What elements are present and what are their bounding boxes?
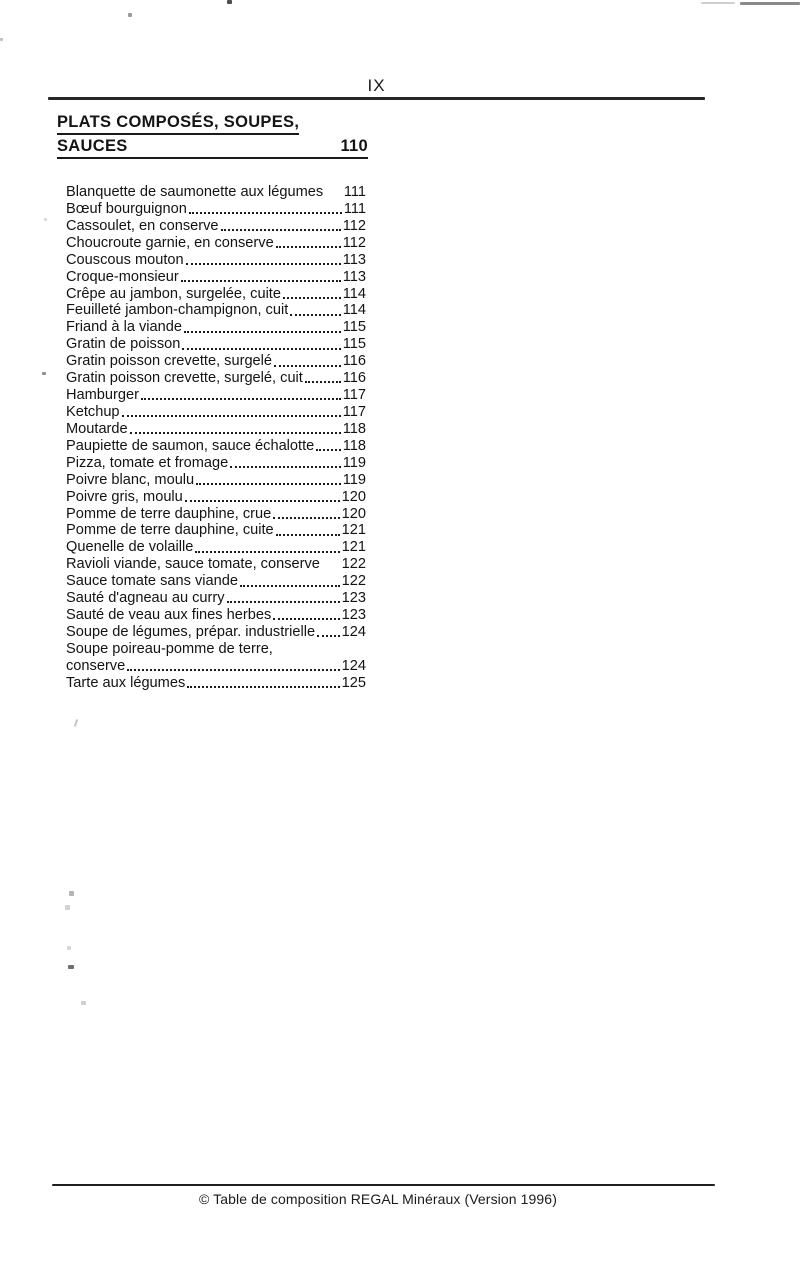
dot-leader: [196, 483, 341, 485]
scan-speck: [67, 946, 71, 950]
toc-entry-page: 121: [341, 539, 366, 556]
dot-leader: [290, 314, 340, 316]
scan-edge-line: [740, 2, 800, 5]
toc-entry-label: Feuilleté jambon-champignon, cuit: [66, 302, 289, 319]
toc-entry-page: 119: [342, 471, 366, 488]
section-title-line2-row: [57, 137, 368, 159]
toc-entry-label: Gratin de poisson: [66, 336, 181, 353]
toc-entry-page: 124: [341, 657, 366, 674]
toc-entry-label: Gratin poisson crevette, surgelé: [66, 353, 273, 370]
scan-speck: [42, 372, 46, 375]
toc-entry-page: 112: [342, 217, 366, 234]
toc-entry: [66, 387, 366, 404]
toc-entry: [66, 641, 366, 658]
toc-entry-label: Poivre gris, moulu: [66, 488, 183, 505]
toc-entry-page: 120: [341, 505, 366, 522]
header-rule: [48, 97, 705, 100]
toc-entry-page: 115: [342, 336, 366, 353]
toc-entry-label: Poivre blanc, moulu: [66, 471, 195, 488]
toc-entry-label: Soupe poireau-pomme de terre,: [66, 640, 273, 657]
toc-entry-label: Gratin poisson crevette, surgelé, cuit: [66, 370, 303, 387]
scan-speck: [68, 965, 74, 969]
toc-entry-label: Crêpe au jambon, surgelée, cuite: [66, 285, 281, 302]
dot-leader: [130, 432, 341, 434]
toc-entry-page: 111: [343, 200, 366, 217]
toc-entry-label: Pomme de terre dauphine, crue: [66, 505, 272, 522]
toc-entry-label: Bœuf bourguignon: [66, 200, 187, 217]
dot-leader: [185, 500, 340, 502]
toc-entry-page: 123: [341, 607, 366, 624]
scan-speck: [74, 719, 78, 727]
scan-speck: [128, 13, 132, 17]
dot-leader: [141, 398, 341, 400]
toc-entry: [66, 539, 366, 556]
toc-entry-page: 115: [342, 319, 366, 336]
toc-entry-label: Ravioli viande, sauce tomate, conserve: [66, 556, 320, 573]
section-title-line1: PLATS COMPOSÉS, SOUPES,: [57, 113, 299, 135]
dot-leader: [276, 246, 341, 248]
toc-entry-label: Soupe de légumes, prépar. industrielle: [66, 623, 316, 640]
dot-leader: [122, 415, 341, 417]
dot-leader: [182, 348, 340, 350]
toc-entry: [66, 218, 366, 235]
toc-entry: [66, 353, 366, 370]
toc-list: [66, 184, 366, 692]
dot-leader: [317, 635, 340, 637]
toc-entry: [66, 522, 366, 539]
section-heading: [57, 113, 368, 159]
toc-entry-page: 112: [342, 234, 366, 251]
toc-entry: [66, 590, 366, 607]
toc-entry-label: Friand à la viande: [66, 319, 183, 336]
toc-entry-label: Croque-monsieur: [66, 268, 179, 285]
toc-entry-label: Hamburger: [66, 387, 139, 404]
dot-leader: [184, 331, 341, 333]
footer-rule: [52, 1184, 715, 1186]
toc-entry: [66, 556, 366, 573]
toc-entry-page: 118: [342, 437, 366, 454]
toc-entry: [66, 201, 366, 218]
dot-leader: [221, 229, 341, 231]
toc-entry-label: Sauce tomate sans viande: [66, 573, 238, 590]
leader-spacer: [323, 184, 344, 201]
toc-entry: [66, 404, 366, 421]
toc-entry-page: 113: [342, 251, 366, 268]
toc-entry-page: 113: [342, 268, 366, 285]
toc-entry-label: Sauté d'agneau au curry: [66, 590, 225, 607]
toc-entry: [66, 269, 366, 286]
dot-leader: [181, 280, 341, 282]
toc-entry-page: 121: [341, 522, 366, 539]
dot-leader: [273, 517, 339, 519]
toc-entry-label: Pomme de terre dauphine, cuite: [66, 522, 274, 539]
toc-entry-page: 116: [342, 353, 366, 370]
dot-leader: [283, 297, 341, 299]
toc-entry-page: 114: [342, 302, 366, 319]
toc-entry: [66, 336, 366, 353]
dot-leader: [240, 585, 340, 587]
toc-entry: [66, 286, 366, 303]
dot-leader: [127, 669, 339, 671]
dot-leader: [189, 212, 342, 214]
toc-entry: [66, 421, 366, 438]
dot-leader: [186, 263, 341, 265]
toc-entry: [66, 658, 366, 675]
dot-leader: [195, 551, 339, 553]
scan-speck: [69, 891, 74, 896]
scan-speck: [0, 38, 3, 41]
toc-entry: [66, 624, 366, 641]
toc-entry-page: 118: [342, 420, 366, 437]
dot-leader: [187, 686, 339, 688]
toc-entry-page: 125: [341, 674, 366, 691]
toc-entry-label: Couscous mouton: [66, 251, 184, 268]
toc-entry: [66, 252, 366, 269]
scan-speck: [44, 218, 47, 221]
dot-leader: [227, 601, 340, 603]
toc-entry-page: 120: [341, 488, 366, 505]
footer-text: © Table de composition REGAL Minéraux (Version 1996): [199, 1191, 557, 1207]
toc-entry-label: Sauté de veau aux fines herbes: [66, 607, 272, 624]
toc-entry-page: 119: [342, 454, 366, 471]
toc-entry: [66, 607, 366, 624]
dot-leader: [273, 618, 339, 620]
toc-entry: [66, 438, 366, 455]
toc-entry: [66, 319, 366, 336]
toc-entry: [66, 573, 366, 590]
toc-entry-page: 117: [342, 403, 366, 420]
toc-entry: [66, 506, 366, 523]
dot-leader: [230, 466, 341, 468]
toc-entry: [66, 472, 366, 489]
scan-edge-line: [701, 2, 735, 4]
leader-spacer: [273, 641, 366, 658]
toc-entry-label: Tarte aux légumes: [66, 674, 186, 691]
scan-speck: [65, 905, 70, 910]
toc-entry: [66, 302, 366, 319]
section-title-line2: SAUCES: [57, 137, 128, 155]
toc-entry-page: 117: [342, 387, 366, 404]
toc-entry-page: 124: [341, 623, 366, 640]
toc-entry: [66, 675, 366, 692]
toc-entry-label: Choucroute garnie, en conserve: [66, 234, 274, 251]
leader-spacer: [320, 556, 342, 573]
toc-entry: [66, 489, 366, 506]
toc-entry-page: 114: [342, 285, 366, 302]
toc-entry-label: Moutarde: [66, 420, 128, 437]
toc-entry-page: 122: [341, 573, 366, 590]
scan-speck: [81, 1001, 86, 1005]
dot-leader: [305, 381, 341, 383]
page-number: IX: [367, 76, 386, 95]
toc-entry-label: Paupiette de saumon, sauce échalotte: [66, 437, 315, 454]
toc-entry-page: 122: [341, 556, 366, 573]
section-page-number: 110: [340, 137, 368, 155]
dot-leader: [316, 449, 340, 451]
toc-entry: [66, 184, 366, 201]
toc-entry-label: Ketchup: [66, 403, 120, 420]
dot-leader: [276, 534, 340, 536]
toc-entry: [66, 455, 366, 472]
toc-entry-label: Cassoulet, en conserve: [66, 217, 219, 234]
toc-entry-page: 116: [342, 370, 366, 387]
toc-entry: [66, 370, 366, 387]
dot-leader: [274, 365, 341, 367]
scan-speck: [227, 0, 232, 4]
toc-entry-page: 111: [343, 184, 366, 200]
toc-entry-label: Quenelle de volaille: [66, 539, 194, 556]
toc-entry-label: Pizza, tomate et fromage: [66, 454, 229, 471]
toc-entry: [66, 235, 366, 252]
toc-entry-label: conserve: [66, 657, 126, 674]
toc-entry-page: 123: [341, 590, 366, 607]
toc-entry-label: Blanquette de saumonette aux légumes: [66, 184, 324, 200]
